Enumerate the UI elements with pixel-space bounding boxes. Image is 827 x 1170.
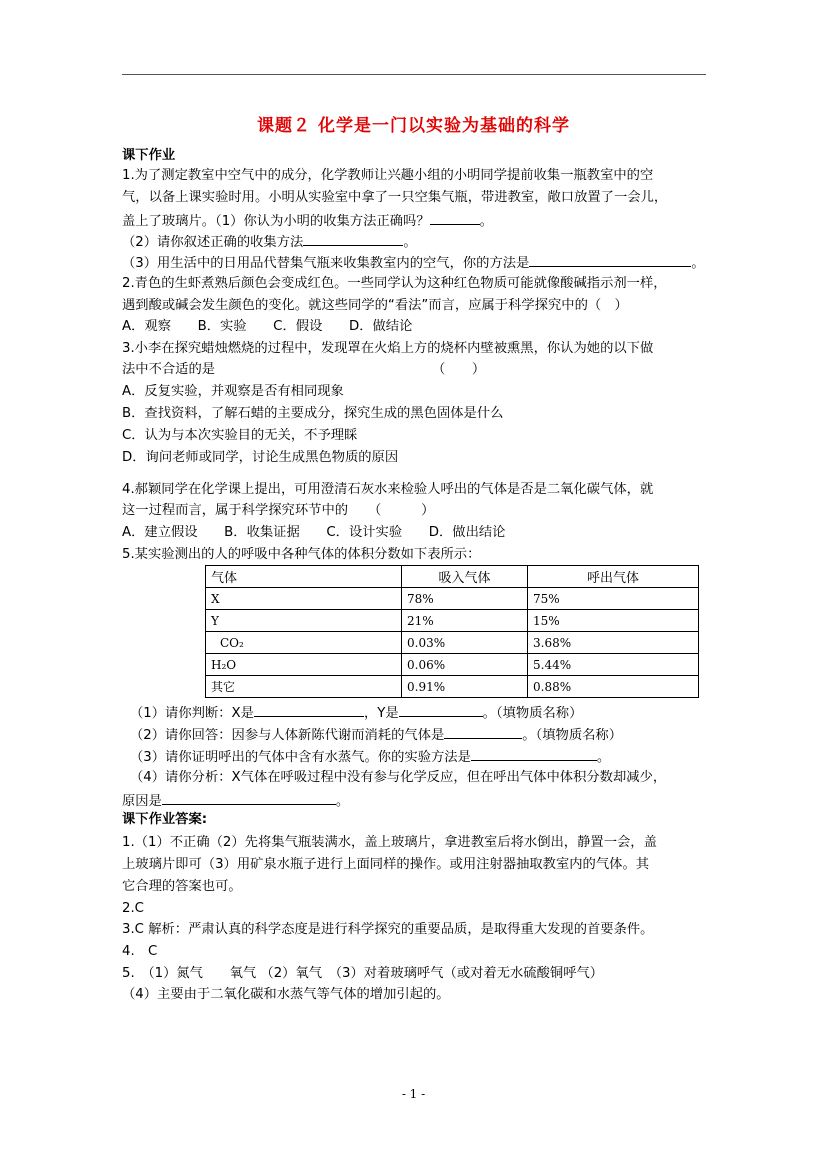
q5-sub1-c: 。（填物质名称）: [482, 706, 583, 721]
answer-2: 2.C: [122, 901, 144, 916]
table-header-cell: 吸入气体: [402, 566, 528, 588]
q1-line5: [122, 252, 705, 274]
page-number: - 1 -: [401, 1087, 426, 1101]
table-cell: 其它: [206, 676, 402, 698]
q5-sub1: [130, 702, 582, 724]
table-cell: X: [206, 588, 402, 610]
table-cell: 21%: [402, 610, 528, 632]
table-cell: Y: [206, 610, 402, 632]
table-row: [206, 588, 699, 610]
table-cell: H₂O: [206, 654, 402, 676]
q3-option-d: D．询问老师或同学，讨论生成黑色物质的原因: [122, 450, 399, 465]
q5-sub4-line2: [122, 790, 349, 812]
q5-sub3: [130, 746, 610, 768]
answer-1-line2: 上玻璃片即可（3）用矿泉水瓶子进行上面同样的操作。或用注射器抽取教室内的气体。其: [122, 857, 650, 872]
table-cell: 0.91%: [402, 676, 528, 698]
q1-line2: 气，以备上课实验时用。小明从实验室中拿了一只空集气瓶，带进教室，敞口放置了一会儿，: [122, 190, 668, 205]
q5-answer-blank-x[interactable]: [254, 702, 364, 717]
q5-sub4-line2-text: 原因是: [122, 794, 162, 809]
q1-answer-blank-2[interactable]: [303, 231, 403, 246]
table-cell: CO₂: [206, 632, 402, 654]
table-row: [206, 632, 699, 654]
answer-1-line1: 1.（1）不正确（2）先将集气瓶装满水，盖上玻璃片，拿进教室后将水倒出，静置一会，盖: [122, 835, 657, 850]
q1-line1: 1.为了测定教室中空气中的成分，化学教师让兴趣小组的小明同学提前收集一瓶教室中的空: [122, 168, 654, 183]
q3-answer-paren: （ ）: [432, 362, 486, 377]
table-header-cell: 气体: [206, 566, 402, 588]
q3-option-b: B．查找资料，了解石蜡的主要成分，探究生成的黑色固体是什么: [122, 406, 504, 421]
table-cell: 3.68%: [528, 632, 699, 654]
q5-sub2-a: （2）请你回答：因参与人体新陈代谢而消耗的气体是: [130, 728, 445, 743]
answer-3: 3.C 解析：严肃认真的科学态度是进行科学探究的重要品质，是取得重大发现的首要条件。: [122, 922, 654, 937]
answer-1-line3: 它合理的答案也可。: [122, 879, 242, 894]
q5-answer-blank-4[interactable]: [162, 790, 336, 805]
q5-sub3-a: （3）请你证明呼出的气体中含有水蒸气。你的实验方法是: [130, 750, 471, 765]
q1-line4-text: （2）请你叙述正确的收集方法: [122, 235, 304, 250]
q4-options: A．建立假设 B．收集证据 C．设计实验 D．做出结论: [122, 525, 506, 540]
q2-line2: 遇到酸或碱会发生颜色的变化。就这些同学的“看法”而言，应属于科学探究中的（ ）: [122, 298, 628, 313]
table-cell: 0.06%: [402, 654, 528, 676]
q1-line5-end: 。: [691, 256, 705, 271]
q1-line4: [122, 231, 417, 253]
table-row: [206, 654, 699, 676]
q5-sub4-end: 。: [335, 794, 350, 809]
q1-answer-blank-3[interactable]: [529, 252, 691, 267]
answer-5-line1: 5. （1）氮气 氧气 （2）氧气 （3）对着玻璃呼气（或对着无水硫酸铜呼气）: [122, 966, 604, 981]
q5-sub3-b: 。: [596, 750, 611, 765]
q1-line3-text: 盖上了玻璃片。（1）你认为小明的收集方法正确吗？: [122, 214, 430, 229]
table-row: [206, 610, 699, 632]
answers-heading: 课下作业答案:: [122, 812, 208, 827]
header-rule: [122, 74, 706, 75]
table-header-cell: 呼出气体: [528, 566, 699, 588]
q5-sub1-b: ，Y是: [363, 706, 399, 721]
answer-5-line2: （4）主要由于二氧化碳和水蒸气等气体的增加引起的。: [122, 987, 450, 1002]
q3-line2: 法中不合适的是: [122, 362, 216, 377]
table-cell: 5.44%: [528, 654, 699, 676]
q4-line2: 这一过程而言，属于科学探究环节中的 （ ）: [122, 503, 435, 518]
table-header-row: [206, 566, 699, 588]
q5-answer-blank-3[interactable]: [471, 746, 597, 761]
q3-option-a: A．反复实验，并观察是否有相同现象: [122, 384, 344, 399]
q5-sub2: [130, 724, 622, 746]
q1-answer-blank-1[interactable]: [430, 210, 480, 225]
q3-line1: 3.小李在探究蜡烛燃烧的过程中，发现罩在火焰上方的烧杯内壁被熏黑，你认为她的以下做: [122, 341, 654, 356]
gas-volume-table: [205, 565, 699, 698]
q5-sub4-line1: （4）请你分析：X气体在呼吸过程中没有参与化学反应，但在呼出气体中体积分数却减少，: [130, 770, 667, 785]
q5-sub2-b: 。（填物质名称）: [522, 728, 623, 743]
page-title: 课题２ 化学是一门以实验为基础的科学: [257, 116, 570, 136]
q5-answer-blank-2[interactable]: [444, 724, 522, 739]
q2-line1: 2.青色的生虾煮熟后颜色会变成红色。一些同学认为这种红色物质可能就像酸碱指示剂一样，: [122, 276, 667, 291]
table-cell: 15%: [528, 610, 699, 632]
table-row: [206, 676, 699, 698]
q3-option-c: C．认为与本次实验目的无关，不予理睬: [122, 428, 358, 443]
q5-intro: 5.某实验测出的人的呼吸中各种气体的体积分数如下表所示：: [122, 547, 481, 562]
section-heading: 课下作业: [122, 148, 176, 163]
q1-line4-end: 。: [403, 235, 417, 250]
q5-answer-blank-y[interactable]: [399, 702, 483, 717]
q2-options: A．观察 B．实验 C．假设 D．做结论: [122, 319, 413, 334]
q1-line5-text: （3）用生活中的日用品代替集气瓶来收集教室内的空气，你的方法是: [122, 256, 530, 271]
answer-4: 4. C: [122, 944, 158, 959]
table-cell: 0.03%: [402, 632, 528, 654]
table-cell: 75%: [528, 588, 699, 610]
q5-sub1-a: （1）请你判断：X是: [130, 706, 254, 721]
q4-line1: 4.郝颖同学在化学课上提出，可用澄清石灰水来检验人呼出的气体是否是二氧化碳气体，就: [122, 482, 654, 497]
table-cell: 78%: [402, 588, 528, 610]
q1-line3-end: 。: [479, 214, 493, 229]
q1-line3: [122, 210, 493, 232]
table-cell: 0.88%: [528, 676, 699, 698]
